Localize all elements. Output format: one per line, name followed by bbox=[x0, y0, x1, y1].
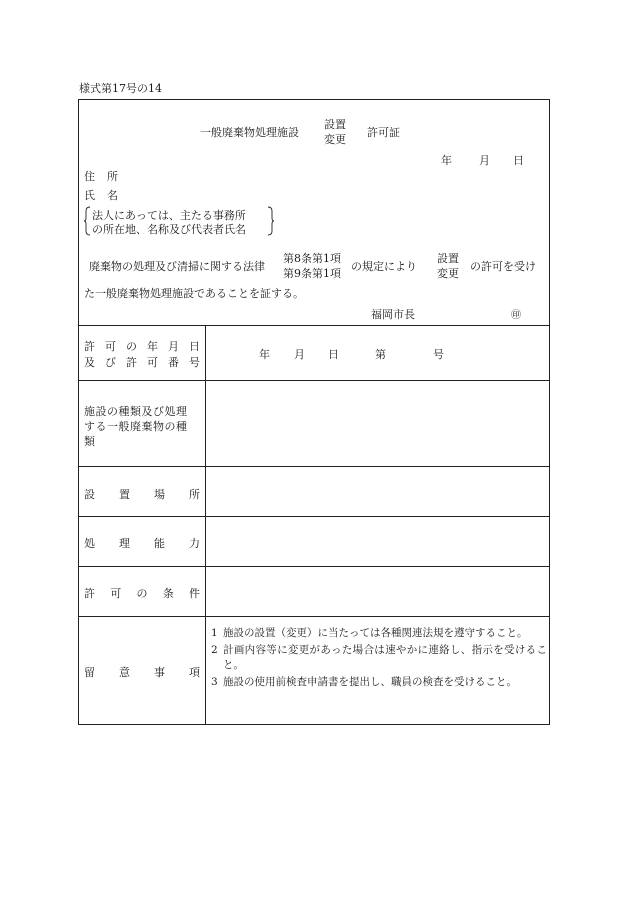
permit-date-label-char: 可 bbox=[105, 340, 116, 353]
permit-day: 日 bbox=[328, 348, 339, 361]
facility-type-label-line2: する一般廃棄物の種 bbox=[84, 420, 188, 433]
conditions-label bbox=[84, 585, 200, 601]
notes-label bbox=[84, 664, 200, 680]
certification-law: 廃棄物の処理及び清掃に関する法律 bbox=[89, 260, 265, 273]
note-number: 1 bbox=[211, 627, 218, 639]
certification-line2: た一般廃棄物処理施設であることを証する。 bbox=[84, 287, 304, 300]
conditions-label-char: 件 bbox=[189, 587, 200, 600]
issue-date-year: 年 bbox=[441, 154, 452, 167]
divider-permit-date bbox=[78, 380, 550, 381]
location-label-char: 所 bbox=[189, 488, 200, 501]
location-label-char: 設 bbox=[84, 488, 95, 501]
location-label-char: 場 bbox=[154, 488, 165, 501]
permit-date-label-char: 番 bbox=[168, 356, 179, 369]
permit-date-label-line2 bbox=[84, 354, 200, 370]
notes-label-char: 事 bbox=[154, 666, 165, 679]
notes-label-char: 意 bbox=[119, 666, 130, 679]
notes-label-char: 項 bbox=[189, 666, 200, 679]
address-label-2: 所 bbox=[107, 170, 118, 183]
note-number: 2 bbox=[211, 644, 218, 656]
capacity-label-char: 能 bbox=[154, 537, 165, 550]
divider-location bbox=[78, 516, 550, 517]
note-text: 施設の使用前検査申請書を提出し、職員の検査を受けること。 bbox=[223, 676, 517, 688]
name-label-1: 氏 bbox=[84, 189, 95, 202]
note-text: 施設の設置（変更）に当たっては各種関連法規を遵守すること。 bbox=[223, 627, 528, 639]
mayor-title: 福岡市長 bbox=[371, 308, 415, 321]
permit-date-label-char: 月 bbox=[168, 340, 179, 353]
title-option-install: 設置 bbox=[324, 118, 346, 131]
address-label-1: 住 bbox=[84, 170, 95, 183]
permit-month: 月 bbox=[294, 348, 305, 361]
capacity-label-char: 理 bbox=[119, 537, 130, 550]
facility-type-label-line3: 類 bbox=[84, 435, 95, 448]
label-column-divider bbox=[205, 325, 206, 725]
divider-capacity bbox=[78, 566, 550, 567]
divider-conditions bbox=[78, 616, 550, 617]
title-suffix: 許可証 bbox=[367, 126, 400, 139]
conditions-label-char: 許 bbox=[84, 587, 95, 600]
permit-number-prefix: 第 bbox=[375, 348, 386, 361]
permit-date-label-char: 及 bbox=[84, 356, 95, 369]
location-label bbox=[84, 486, 200, 502]
notes-list bbox=[211, 626, 547, 692]
permit-date-label-char: 年 bbox=[147, 340, 158, 353]
permit-date-label-char: 許 bbox=[126, 356, 137, 369]
note-item bbox=[211, 675, 547, 690]
permit-year: 年 bbox=[259, 348, 270, 361]
permit-date-label-char: 許 bbox=[84, 340, 95, 353]
certification-option-install: 設置 bbox=[437, 252, 459, 265]
issue-date-month: 月 bbox=[479, 154, 490, 167]
certification-mid: の規定により bbox=[351, 260, 417, 273]
form-number: 様式第17号の14 bbox=[79, 82, 162, 95]
seal-mark: ㊞ bbox=[511, 310, 521, 321]
name-label-2: 名 bbox=[107, 189, 118, 202]
notes-label-char: 留 bbox=[84, 666, 95, 679]
certification-article-8: 第8条第1項 bbox=[283, 252, 341, 265]
divider-header bbox=[78, 325, 550, 326]
conditions-label-char: 条 bbox=[162, 587, 174, 600]
note-text: 計画内容等に変更があった場合は速やかに連絡し、指示を受けること。 bbox=[223, 644, 547, 671]
divider-facility-type bbox=[78, 466, 550, 467]
corporate-note-line2: の所在地、名称及び代表者氏名 bbox=[92, 223, 246, 236]
note-number: 3 bbox=[211, 676, 218, 688]
corporate-note-line1: 法人にあっては、主たる事務所 bbox=[92, 209, 246, 222]
permit-date-label-char: び bbox=[105, 356, 116, 369]
permit-date-label-char: 可 bbox=[147, 356, 158, 369]
conditions-label-char: 可 bbox=[110, 587, 122, 600]
conditions-label-char: の bbox=[136, 587, 148, 600]
capacity-label bbox=[84, 535, 200, 551]
permit-number-suffix: 号 bbox=[433, 348, 444, 361]
title-prefix: 一般廃棄物処理施設 bbox=[200, 126, 299, 139]
note-item bbox=[211, 626, 547, 641]
issue-date-day: 日 bbox=[513, 154, 524, 167]
capacity-label-char: 処 bbox=[84, 537, 95, 550]
capacity-label-char: 力 bbox=[189, 537, 200, 550]
permit-date-label-char: 日 bbox=[189, 340, 200, 353]
certification-tail: の許可を受け bbox=[470, 260, 536, 273]
note-item bbox=[211, 643, 547, 673]
permit-date-label-line1 bbox=[84, 338, 200, 354]
facility-type-label-line1: 施設の種類及び処理 bbox=[84, 405, 188, 418]
certification-option-change: 変更 bbox=[437, 267, 459, 280]
title-option-change: 変更 bbox=[324, 133, 346, 146]
permit-date-label-char: の bbox=[126, 340, 137, 353]
permit-date-label-char: 号 bbox=[189, 356, 200, 369]
certification-article-9: 第9条第1項 bbox=[283, 267, 341, 280]
location-label-char: 置 bbox=[119, 488, 130, 501]
